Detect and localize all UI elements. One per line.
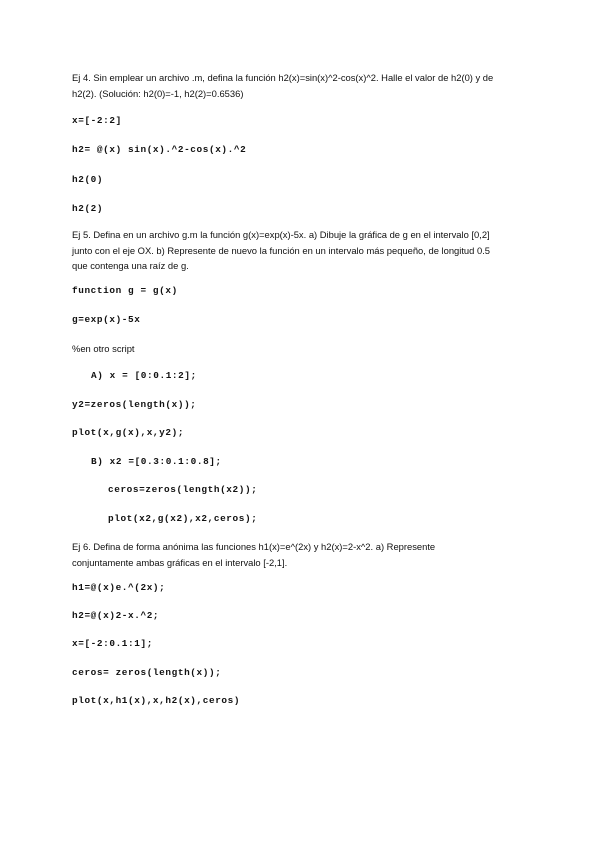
ej5-code-8: plot(x2,g(x2),x2,ceros);	[108, 513, 258, 524]
ej5-comment: %en otro script	[72, 343, 135, 354]
ej6-code-1: h1=@(x)e.^(2x);	[72, 582, 166, 593]
ej5-line-1: Ej 5. Defina en un archivo g.m la función g(x)=exp(x)-5x. a) Dibuje la gráfica de g en el intervalo [0,2]	[72, 229, 490, 240]
ej4-statement	[72, 70, 528, 101]
ej4-line-2: h2(2). (Solución: h2(0)=-1, h2(2)=0.6536)	[72, 87, 244, 99]
ej5-code-5: plot(x,g(x),x,y2);	[72, 427, 185, 438]
ej4-code-4: h2(2)	[72, 203, 104, 214]
ej5-statement	[72, 227, 528, 274]
ej6-line-1: Ej 6. Defina de forma anónima las funciones h1(x)=e^(2x) y h2(x)=2-x^2. a) Represente	[72, 541, 436, 552]
ej5-line-3: que contenga una raíz de g.	[72, 260, 189, 271]
ej5-code-6: B) x2 =[0.3:0.1:0.8];	[91, 456, 222, 467]
ej4-code-1: x=[-2:2]	[72, 115, 122, 126]
ej5-code-3: A) x = [0:0.1:2];	[91, 370, 197, 381]
ej6-code-2: h2=@(x)2-x.^2;	[72, 610, 160, 621]
ej6-line-2: conjuntamente ambas gráficas en el intervalo [-2,1].	[72, 556, 288, 568]
ej5-code-1: function g = g(x)	[72, 285, 178, 296]
ej6-code-3: x=[-2:0.1:1];	[72, 638, 153, 649]
ej5-code-2: g=exp(x)-5x	[72, 314, 141, 325]
ej4-code-3: h2(0)	[72, 174, 104, 185]
ej6-code-5: plot(x,h1(x),x,h2(x),ceros)	[72, 695, 241, 706]
ej6-statement	[72, 539, 528, 570]
ej5-line-2: junto con el eje OX. b) Represente de nuevo la función en un intervalo más pequeño, de longitud 0.5	[72, 244, 490, 256]
ej4-code-2: h2= @(x) sin(x).^2-cos(x).^2	[72, 144, 247, 155]
ej5-code-4: y2=zeros(length(x));	[72, 399, 197, 410]
ej6-code-4: ceros= zeros(length(x));	[72, 667, 222, 678]
ej4-line-1: Ej 4. Sin emplear un archivo .m, defina la función h2(x)=sin(x)^2-cos(x)^2. Halle el valor de h2(0) y de	[72, 72, 494, 83]
ej5-code-7: ceros=zeros(length(x2));	[108, 484, 258, 495]
